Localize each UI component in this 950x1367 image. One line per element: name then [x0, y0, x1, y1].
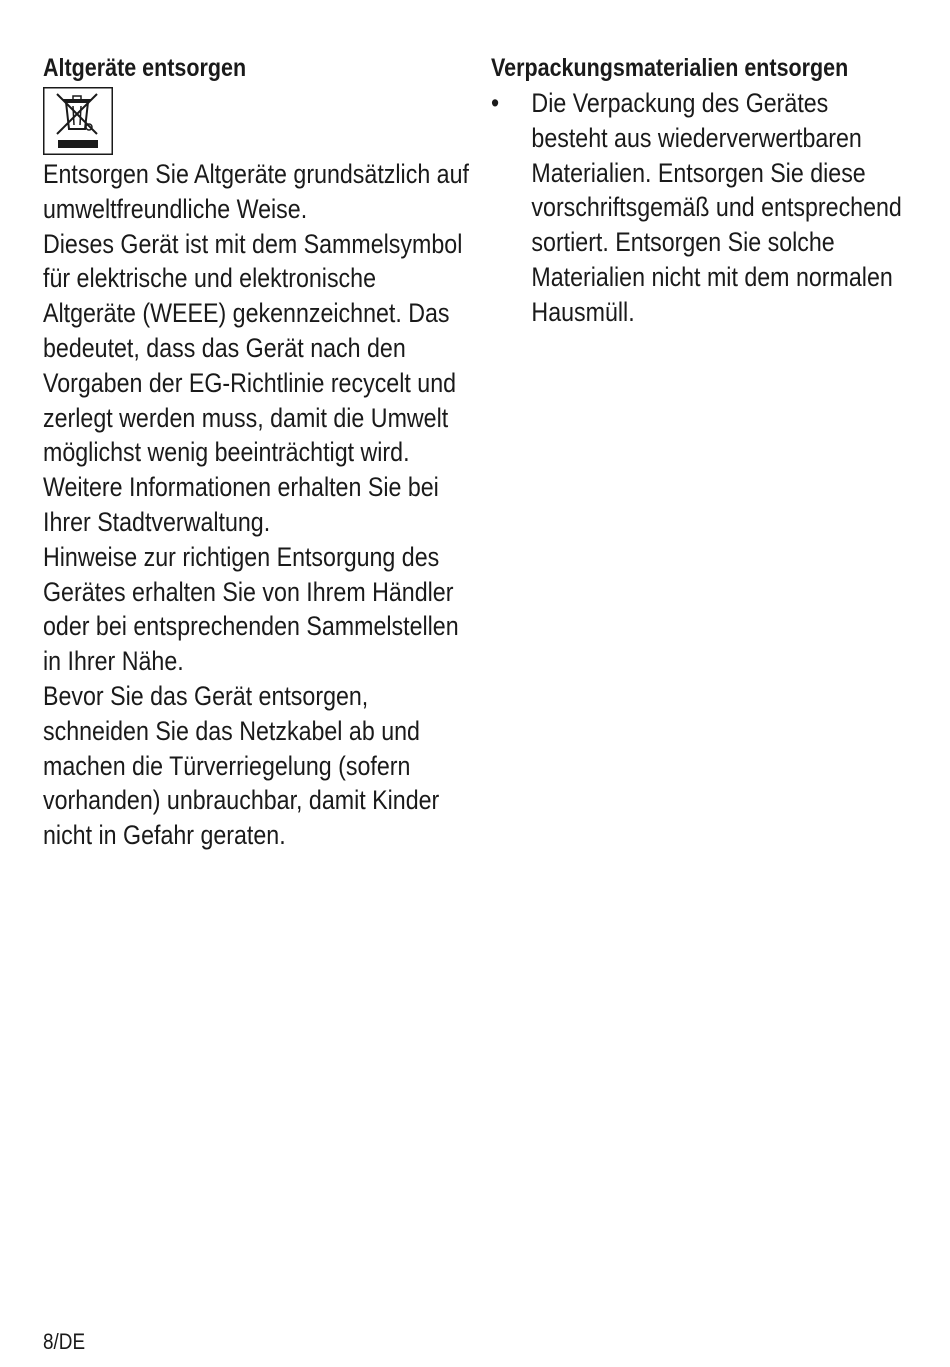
disposal-body: [43, 157, 472, 853]
bullet-text: Die Verpackung des Gerätes besteht aus wiederverwertbaren Materialien. Entsorgen Sie diese vorschriftsgemäß und entsprechend sortiert. Entsorgen Sie solche Materialien nicht mit dem normalen Hausmüll.: [531, 88, 902, 327]
paragraph: Bevor Sie das Gerät entsorgen, schneiden Sie das Netzkabel ab und machen die Türverriegelung (sofern vorhanden) unbrauchbar, damit Kinder nicht in Gefahr geraten.: [43, 680, 440, 851]
paragraph: Dieses Gerät ist mit dem Sammelsymbol für elektrische und elektronische Altgeräte (WEEE) gekennzeichnet. Das bedeutet, dass das Gerät nach den Vorgaben der EG-Richtlinie recycelt und zerlegt werden muss, damit die Umwelt möglichst wenig beeinträchtigt wird. Weitere Informationen erhalten Sie bei Ihrer Stadtverwaltung.: [43, 228, 463, 537]
paragraph: Hinweise zur richtigen Entsorgung des Gerätes erhalten Sie von Ihrem Händler oder bei entsprechenden Sammelstellen in Ihrer Nähe.: [43, 541, 459, 677]
section-heading-old-appliances: Altgeräte entsorgen: [43, 54, 247, 82]
section-heading-packaging: Verpackungsmaterialien entsorgen: [491, 54, 849, 82]
packaging-section: [491, 50, 911, 330]
bullet-icon: •: [491, 88, 500, 118]
packaging-body: [491, 86, 910, 330]
disposal-section: [43, 50, 473, 853]
weee-crossed-out-bin-icon: [43, 87, 113, 155]
page-number: 8/DE: [43, 1329, 86, 1354]
list-item: [491, 86, 910, 330]
paragraph: Entsorgen Sie Altgeräte grundsätzlich auf umweltfreundliche Weise.: [43, 159, 469, 224]
